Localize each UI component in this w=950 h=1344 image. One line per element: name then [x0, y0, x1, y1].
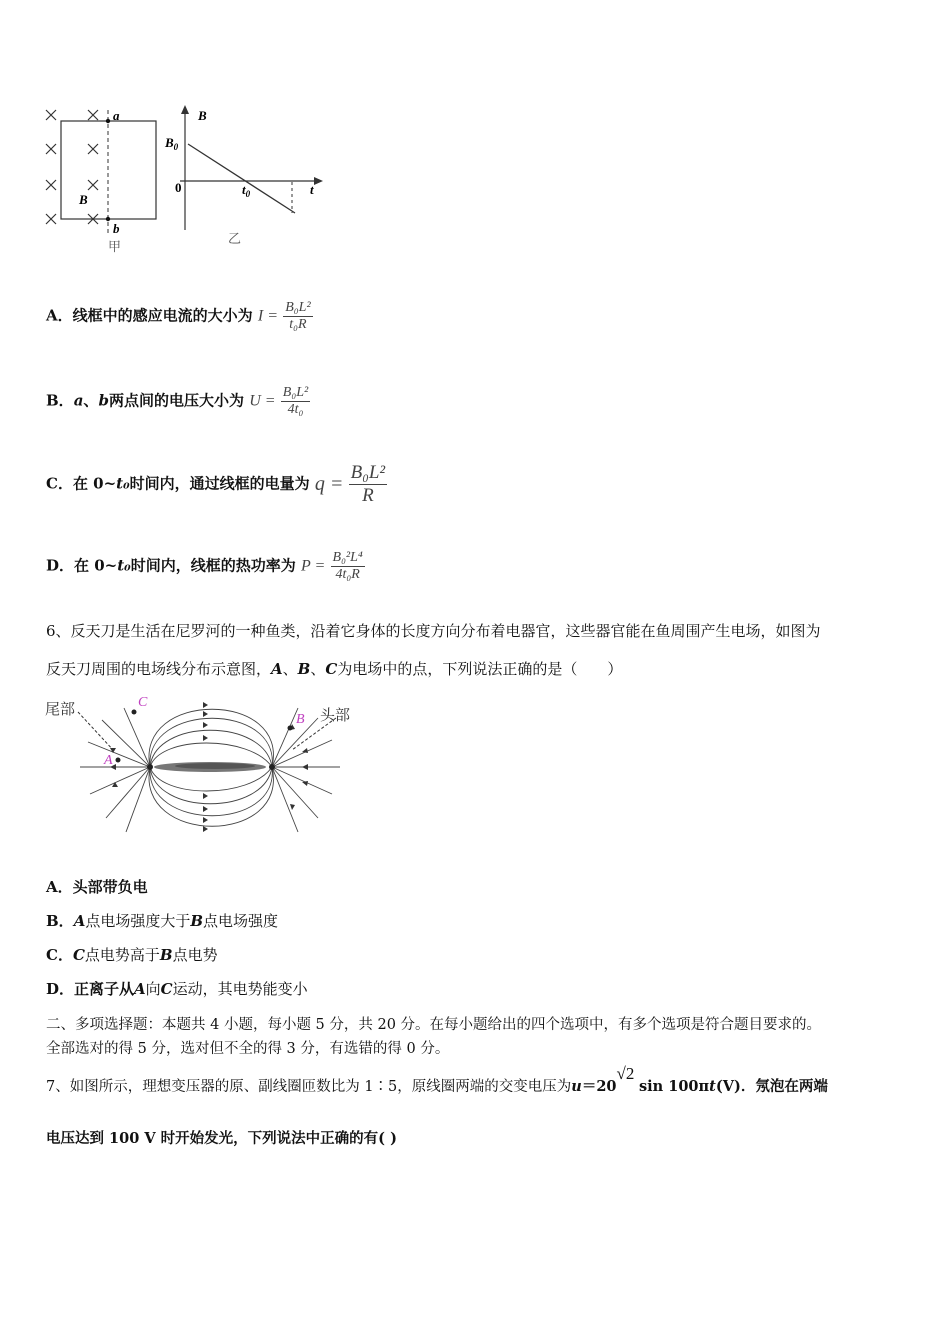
axis-t-label: t — [310, 182, 314, 197]
q5-option-c: C．在 0~t₀时间内，通过线框的电量为 q = $\frac{\text{B₀L²}}{R}$ — [46, 462, 386, 506]
graph-yi — [164, 105, 323, 246]
fraction: $\frac{\text{B₀L²}}{R}$ — [350, 462, 386, 506]
label-B-field: B — [79, 192, 88, 207]
q5-option-d: D．在 0~t₀时间内，线框的热功率为 P = $\frac{\text{B₀²L⁴}}{\text{4t₀R}}$ — [46, 550, 363, 582]
label-C: C — [138, 695, 148, 710]
caption-yi: 乙 — [228, 231, 242, 246]
q5-option-a: A．线框中的感应电流的大小为 I = $\frac{\text{B₀L²}}{\text{t₀R}}$ — [46, 300, 311, 332]
q6-option-b: B．A点电场强度大于B点电场强度 — [46, 912, 279, 930]
label-head: 头部 — [320, 706, 351, 724]
section-2-instructions: 二、多项选择题：本题共 4 小题，每小题 5 分，共 20 分。在每小题给出的四个选项中，有多个选项是符合题目要求的。 全部选对的得 5 分，选对但不全的得 3 分，有选错的得 0 分。 — [46, 1017, 822, 1057]
fraction: $\frac{\text{B₀L²}}{\text{t₀R}}$ — [285, 300, 311, 332]
q7-stem-line2: 电压达到 100 V 时开始发光，下列说法中正确的有( ) — [46, 1130, 397, 1147]
B-line — [188, 144, 295, 213]
label-origin: 0 — [175, 180, 182, 195]
q6-stem: 6、反天刀是生活在尼罗河的一种鱼类，沿着它身体的长度方向分布着电器官，这些器官能在鱼周围产生电场，如图为 反天刀周围的电场线分布示意图，A、B、C为电场中的点，下列说法正确的是（ ） — [46, 622, 821, 678]
label-b: b — [113, 221, 120, 236]
fraction: $\frac{\text{B₀L²}}{\text{4t₀}}$ — [282, 385, 309, 417]
figure-jia-yi — [40, 100, 340, 260]
q7-stem-line1: 7、如图所示，理想变压器的原、副线圈匝数比为 1∶5，原线圈两端的交变电压为u＝20√2 sin 100πt(V)．氖泡在两端 — [46, 1064, 828, 1095]
label-tail: 尾部 — [45, 700, 76, 718]
point-B — [288, 726, 293, 731]
point-C — [132, 710, 137, 715]
label-B: B — [296, 712, 305, 727]
fraction: $\frac{\text{B₀²L⁴}}{\text{4t₀R}}$ — [332, 550, 363, 582]
q5-option-b: B．a、b两点间的电压大小为 U = $\frac{\text{B₀L²}}{\text{4t₀}}$ — [46, 385, 309, 417]
label-B0: $B_0$ — [165, 135, 179, 152]
q6-option-d: D．正离子从A向C运动，其电势能变小 — [46, 980, 308, 998]
label-A: A — [104, 753, 113, 768]
label-a: a — [113, 108, 120, 123]
field-crosses — [46, 110, 98, 224]
point-A — [116, 758, 121, 763]
q6-option-c: C．C点电势高于B点电势 — [46, 946, 218, 964]
electric-field-figure — [40, 690, 360, 850]
label-t0: $t_0$ — [242, 182, 251, 199]
axis-B-label: B — [198, 108, 207, 123]
q6-option-a: A．头部带负电 — [46, 878, 148, 896]
caption-jia: 甲 — [108, 239, 122, 254]
